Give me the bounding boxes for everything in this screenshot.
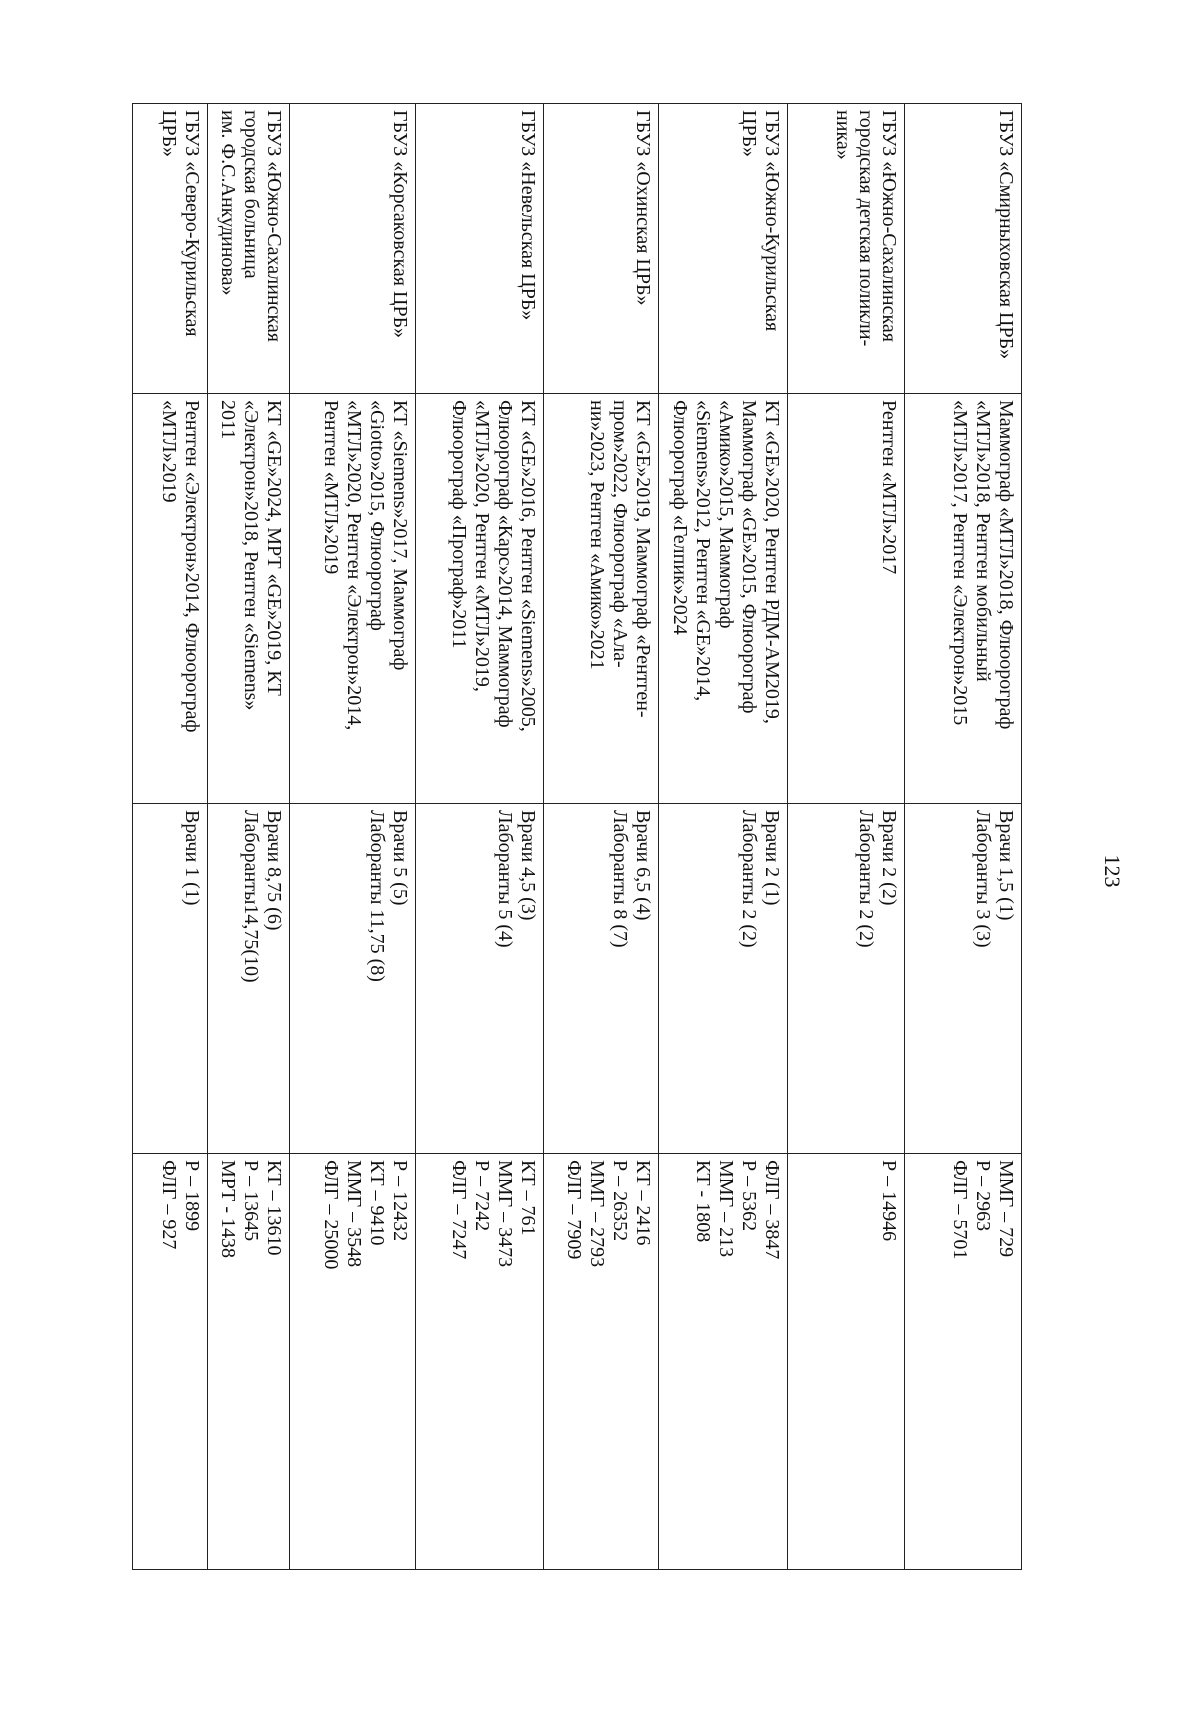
org-cell <box>659 104 788 394</box>
studies-cell <box>207 1154 289 1570</box>
cell-text-line: Врачи 1,5 (1) <box>995 810 1017 921</box>
cell-text-line: Рентген «МТЛ»2019 <box>319 400 342 575</box>
studies-cell <box>659 1154 788 1570</box>
cell-text-line: ММГ – 2793 <box>586 1160 609 1268</box>
cell-text-line: КТ – 761 <box>517 1160 540 1236</box>
cell-text-line: Лаборанты 11,75 (8) <box>365 810 388 982</box>
cell-text-line: им. Ф.С.Анкудинова» <box>217 110 240 296</box>
cell-text-line: Лаборанты 2 (2) <box>854 810 877 948</box>
staff-cell <box>544 804 659 1154</box>
cell-text-line: Врачи 4,5 (3) <box>517 810 540 921</box>
cell-text-line: ФЛГ – 25000 <box>319 1160 342 1270</box>
cell-text-line: «МТЛ»2019 <box>157 400 180 503</box>
cell-text-line: «Электрон»2018, Рентген «Siemens» <box>240 400 263 711</box>
cell-text-line: ника» <box>831 110 854 160</box>
cell-text-line: ФЛГ – 5701 <box>949 1160 971 1260</box>
cell-text-line: «Амико»2015, Маммограф <box>714 400 737 629</box>
staff-cell <box>904 804 1021 1154</box>
cell-text-line: ФЛГ – 7909 <box>563 1160 586 1260</box>
equipment-cell <box>290 394 415 804</box>
cell-text-line: КТ «GE»2024, МРТ «GE»2019, КТ <box>263 400 286 696</box>
table-row <box>787 104 904 1570</box>
org-cell <box>787 104 904 394</box>
table-row <box>415 104 544 1570</box>
cell-text-line: ЦРБ» <box>737 110 760 158</box>
org-cell <box>904 104 1021 394</box>
org-cell <box>207 104 289 394</box>
cell-text-line: Р – 13645 <box>240 1160 263 1242</box>
studies-cell <box>544 1154 659 1570</box>
cell-text-line: Маммограф «GE»2015, Флюорограф <box>737 400 760 714</box>
cell-text-line: Лаборанты 5 (4) <box>494 810 517 948</box>
studies-cell <box>787 1154 904 1570</box>
cell-text-line: КТ «GE»2020, Рентген РДМ-АМ2019, <box>760 400 783 724</box>
org-cell <box>290 104 415 394</box>
cell-text-line: Лаборанты14,75(10) <box>240 810 263 983</box>
equipment-cell <box>544 394 659 804</box>
studies-cell <box>290 1154 415 1570</box>
cell-text-line: Лаборанты 3 (3) <box>972 810 994 948</box>
cell-text-line: Р – 7242 <box>471 1160 494 1232</box>
cell-text-line: 2011 <box>217 400 240 440</box>
cell-text-line: ЦРБ» <box>157 110 180 158</box>
cell-text-line: Р – 1899 <box>180 1160 203 1232</box>
cell-text-line: Р – 26352 <box>609 1160 632 1242</box>
cell-text-line: ГБУЗ «Охинская ЦРБ» <box>632 110 655 306</box>
cell-text-line: городская больница <box>240 110 263 279</box>
table-row <box>133 104 208 1570</box>
studies-cell <box>133 1154 208 1570</box>
cell-text-line: КТ – 13610 <box>263 1160 286 1256</box>
rotated-table-wrapper <box>132 103 1022 1569</box>
table-row <box>207 104 289 1570</box>
cell-text-line: Флюорограф «Карс»2014, Маммограф <box>494 400 517 728</box>
cell-text-line: «Giotto»2015, Флюорограф <box>365 400 388 631</box>
cell-text-line: МРТ - 1438 <box>217 1160 240 1259</box>
staff-cell <box>787 804 904 1154</box>
cell-text-line: ГБУЗ «Южно-Курильская <box>760 110 783 332</box>
cell-text-line: Маммограф «МТЛ»2018, Флюорограф <box>995 400 1017 730</box>
cell-text-line: «МТЛ»2020, Рентген «МТЛ»2019, <box>471 400 494 692</box>
cell-text-line: ГБУЗ «Южно-Сахалинская <box>263 110 286 343</box>
cell-text-line: Врачи 1 (1) <box>180 810 203 906</box>
cell-text-line: Врачи 8,75 (6) <box>263 810 286 931</box>
cell-text-line: Врачи 6,5 (4) <box>632 810 655 921</box>
cell-text-line: КТ «GE»2016, Рентген «Siemens»2005, <box>517 400 540 732</box>
cell-text-line: «МТЛ»2020, Рентген «Электрон»2014, <box>342 400 365 731</box>
cell-text-line: ММГ – 213 <box>714 1160 737 1258</box>
cell-text-line: ММГ – 3548 <box>342 1160 365 1268</box>
facilities-table-body <box>133 104 1022 1570</box>
cell-text-line: ГБУЗ «Смирныховская ЦРБ» <box>995 110 1017 360</box>
cell-text-line: Врачи 5 (5) <box>388 810 411 906</box>
cell-text-line: Р – 12432 <box>388 1160 411 1242</box>
cell-text-line: Лаборанты 8 (7) <box>609 810 632 948</box>
cell-text-line: ММГ – 729 <box>995 1160 1017 1258</box>
equipment-cell <box>207 394 289 804</box>
cell-text-line: Флюорограф «Гелпик»2024 <box>668 400 691 635</box>
org-cell <box>544 104 659 394</box>
cell-text-line: ФЛГ – 7247 <box>448 1160 471 1260</box>
cell-text-line: Врачи 2 (1) <box>760 810 783 906</box>
cell-text-line: ММГ – 3473 <box>494 1160 517 1268</box>
cell-text-line: ГБУЗ «Южно-Сахалинская <box>877 110 900 343</box>
cell-text-line: ГБУЗ «Северо-Курильская <box>180 110 203 337</box>
cell-text-line: Рентген «МТЛ»2017 <box>877 400 900 575</box>
equipment-cell <box>904 394 1021 804</box>
cell-text-line: «МТЛ»2017, Рентген «Электрон»2015 <box>949 400 971 726</box>
studies-cell <box>415 1154 544 1570</box>
staff-cell <box>659 804 788 1154</box>
equipment-cell <box>787 394 904 804</box>
cell-text-line: Р – 14946 <box>877 1160 900 1242</box>
staff-cell <box>415 804 544 1154</box>
table-row <box>659 104 788 1570</box>
table-row <box>544 104 659 1570</box>
page-number: 123 <box>1100 854 1125 888</box>
cell-text-line: КТ «GE»2019, Маммограф «Рентген- <box>632 400 655 718</box>
cell-text-line: городская детская поликли- <box>854 110 877 347</box>
cell-text-line: КТ – 9410 <box>365 1160 388 1246</box>
staff-cell <box>290 804 415 1154</box>
cell-text-line: «Siemens»2012, Рентген «GE»2014, <box>691 400 714 702</box>
cell-text-line: пром»2022, Флюорограф «Ала- <box>609 400 632 668</box>
cell-text-line: ФЛГ – 927 <box>157 1160 180 1250</box>
cell-text-line: Врачи 2 (2) <box>877 810 900 906</box>
equipment-cell <box>659 394 788 804</box>
staff-cell <box>133 804 208 1154</box>
org-cell <box>415 104 544 394</box>
staff-cell <box>207 804 289 1154</box>
table-row <box>904 104 1021 1570</box>
cell-text-line: Р – 2963 <box>972 1160 994 1232</box>
org-cell <box>133 104 208 394</box>
cell-text-line: ГБУЗ «Невельская ЦРБ» <box>517 110 540 321</box>
equipment-cell <box>133 394 208 804</box>
equipment-cell <box>415 394 544 804</box>
cell-text-line: ГБУЗ «Корсаковская ЦРБ» <box>388 110 411 339</box>
cell-text-line: КТ - 1808 <box>691 1160 714 1243</box>
cell-text-line: КТ «Siemens»2017, Маммограф <box>388 400 411 671</box>
cell-text-line: КТ – 2416 <box>632 1160 655 1246</box>
facilities-table <box>132 103 1022 1570</box>
cell-text-line: ни»2023, Рентген «Амико»2021 <box>586 400 609 670</box>
table-row <box>290 104 415 1570</box>
cell-text-line: Флюорограф «Програф»2011 <box>448 400 471 649</box>
cell-text-line: Рентген «Электрон»2014, Флюорограф <box>180 400 203 733</box>
cell-text-line: ФЛГ – 3847 <box>760 1160 783 1260</box>
studies-cell <box>904 1154 1021 1570</box>
cell-text-line: «МТЛ»2018, Рентген мобильный <box>972 400 994 682</box>
cell-text-line: Р – 5362 <box>737 1160 760 1232</box>
cell-text-line: Лаборанты 2 (2) <box>737 810 760 948</box>
